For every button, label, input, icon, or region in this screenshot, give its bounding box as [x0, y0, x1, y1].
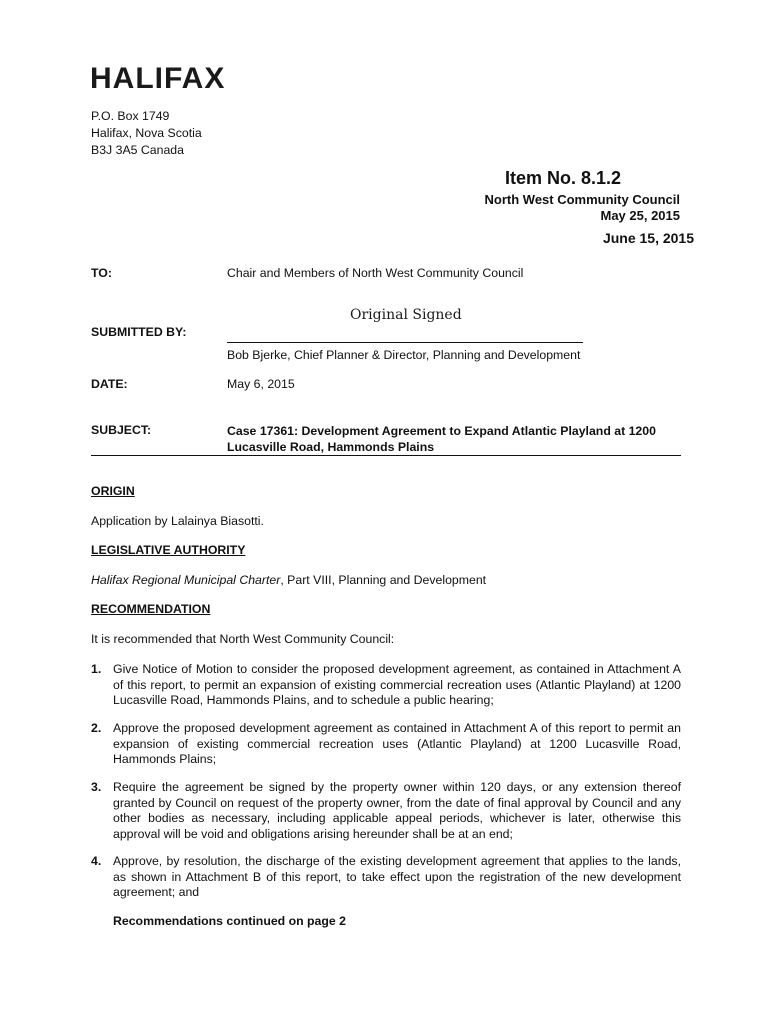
- origin-heading: ORIGIN: [91, 484, 135, 498]
- subject-label: SUBJECT:: [91, 423, 152, 437]
- legislative-rest: , Part VIII, Planning and Development: [280, 573, 487, 587]
- meeting-date: May 25, 2015: [600, 208, 680, 223]
- list-item: [91, 854, 681, 901]
- submitted-by-label: SUBMITTED BY:: [91, 325, 187, 339]
- original-signed-note: Original Signed: [350, 307, 462, 323]
- to-value: Chair and Members of North West Community Council: [227, 266, 524, 280]
- list-number: 3.: [91, 780, 102, 794]
- list-item: [91, 780, 681, 842]
- halifax-logo: HALIFAX: [90, 62, 226, 95]
- signature-line: [227, 342, 583, 343]
- address-line: Halifax, Nova Scotia: [91, 126, 202, 140]
- charter-name: Halifax Regional Municipal Charter: [91, 573, 281, 587]
- recommendation-intro: It is recommended that North West Community Council:: [91, 632, 395, 646]
- list-item: [91, 662, 681, 709]
- address-line: P.O. Box 1749: [91, 109, 170, 123]
- recommendations-continued-note: Recommendations continued on page 2: [113, 914, 346, 928]
- header-divider: [91, 455, 681, 456]
- date-value: May 6, 2015: [227, 377, 295, 391]
- origin-text: Application by Lalainya Biasotti.: [91, 514, 264, 528]
- mailing-address: [91, 108, 202, 159]
- recommendation-heading: RECOMMENDATION: [91, 602, 211, 616]
- list-number: 4.: [91, 854, 102, 868]
- list-number: 2.: [91, 721, 102, 735]
- list-text: Approve, by resolution, the discharge of the existing development agreement that applies to the lands, as shown in Attachment B of this report, to take effect upon the registration of the new development agreement; and: [113, 854, 681, 899]
- meeting-date-revised: June 15, 2015: [602, 230, 694, 246]
- council-name: North West Community Council: [484, 192, 680, 207]
- subject-value: Case 17361: Development Agreement to Expand Atlantic Playland at 1200 Lucasville Road, Hammonds Plains: [227, 424, 656, 454]
- item-header: [484, 167, 694, 247]
- list-text: Require the agreement be signed by the property owner within 120 days, or any extension thereof granted by Council on request of the property owner, from the date of final approval by Council and any other bodies as necessary, including applicable appeal periods, whichever is later, otherwise this approval will be void and obligations arising hereunder shall be at an end;: [113, 780, 681, 841]
- legislative-heading: LEGISLATIVE AUTHORITY: [91, 543, 246, 557]
- legislative-text: [91, 573, 486, 587]
- list-number: 1.: [91, 662, 102, 676]
- list-item: [91, 721, 681, 768]
- date-label: DATE:: [91, 377, 128, 391]
- item-number: Item No. 8.1.2: [504, 168, 621, 188]
- to-label: TO:: [91, 266, 112, 280]
- submitted-by-value: Bob Bjerke, Chief Planner & Director, Planning and Development: [227, 348, 581, 362]
- list-text: Approve the proposed development agreement as contained in Attachment A of this report to permit an expansion of existing commercial recreation uses (Atlantic Playland) at 1200 Lucasville Road, Hammonds Plains;: [113, 721, 681, 766]
- address-line: B3J 3A5 Canada: [91, 143, 184, 157]
- list-text: Give Notice of Motion to consider the proposed development agreement, as contained in Attachment A of this report, to permit an expansion of existing commercial recreation uses (Atlantic Playland) at 1200 Lucasville Road, Hammonds Plains, and to schedule a public hearing;: [113, 662, 681, 707]
